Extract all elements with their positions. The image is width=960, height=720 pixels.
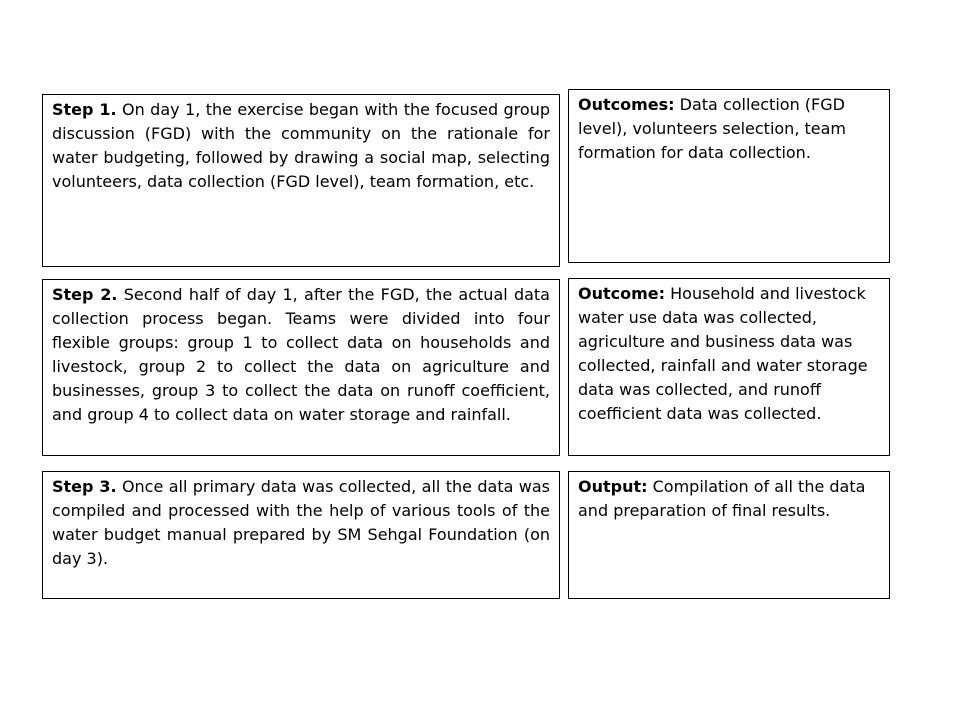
output-label: Output: (578, 477, 648, 496)
step-3-label: Step 3. (52, 477, 117, 496)
step-2-box (42, 279, 560, 456)
step-3-text: Once all primary data was collected, all the data was compiled and processed with the help of various tools of the water budget manual prepared by SM Sehgal Foundation (on day 3). (52, 477, 550, 568)
step-1-box (42, 94, 560, 267)
outcome-2-box (568, 278, 890, 456)
output-text: Compilation of all the data and preparation of final results. (578, 477, 866, 520)
outcome-1-text: Data collection (FGD level), volunteers selection, team formation for data collection. (578, 95, 846, 162)
outcome-2-label: Outcome: (578, 284, 666, 303)
step-1-label: Step 1. (52, 100, 117, 119)
output-box (568, 471, 890, 599)
step-2-text: Second half of day 1, after the FGD, the actual data collection process began. Teams were divided into four flexible groups: group 1 to collect data on households and livestock, group 2 to collect the data on agriculture and businesses, group 3 to collect the data on runoff coefficient, and group 4 to collect data on water storage and rainfall. (52, 285, 550, 424)
outcome-1-label: Outcomes: (578, 95, 675, 114)
step-3-box (42, 471, 560, 599)
step-1-text: On day 1, the exercise began with the focused group discussion (FGD) with the community on the rationale for water budgeting, followed by drawing a social map, selecting volunteers, data collection (FGD level), team formation, etc. (52, 100, 550, 191)
step-2-label: Step 2. (52, 285, 118, 304)
outcome-2-text: Household and livestock water use data was collected, agriculture and business data was collected, rainfall and water storage data was collected, and runoff coefficient data was collected. (578, 284, 868, 423)
outcome-1-box (568, 89, 890, 263)
